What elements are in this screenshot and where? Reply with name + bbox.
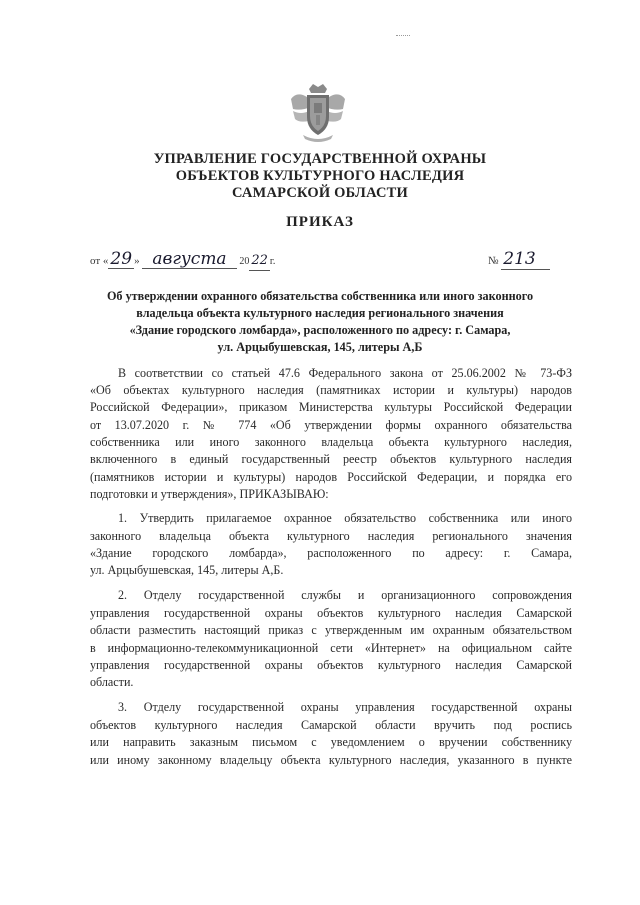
org-name-line-2: ОБЪЕКТОВ КУЛЬТУРНОГО НАСЛЕДИЯ <box>175 168 465 184</box>
body-line: объектов культурного наследия Самарской области вручить под роспись <box>90 718 572 732</box>
body-line: или направить заказным письмом с уведомлением о вручении собственнику <box>90 735 572 749</box>
scan-mark <box>396 35 410 39</box>
body-line: 3. Отделу государственной охраны управления государственной охраны <box>118 700 572 714</box>
body-line: 2. Отделу государственной службы и организационного сопровождения <box>118 588 572 602</box>
body-line: ул. Арцыбушевская, 145, литеры А,Б. <box>90 563 284 577</box>
body-line: включенного в единый государственный реестр объектов культурного наследия <box>90 452 572 466</box>
date-quote-close: » <box>134 255 140 267</box>
date-year: 22 <box>249 252 270 271</box>
body-line: В соответствии со статьей 47.6 Федерального закона от 25.06.2002 № 73-ФЗ <box>118 366 572 380</box>
body-line: от 13.07.2020 г. № 774 «Об утверждении формы охранного обязательства <box>90 418 572 432</box>
body-line: «Об объектах культурного наследия (памятниках истории и культуры) народов <box>90 383 572 397</box>
date-day: 29 <box>110 249 133 269</box>
org-name-line-1: УПРАВЛЕНИЕ ГОСУДАРСТВЕННОЙ ОХРАНЫ <box>153 151 487 167</box>
body-line: подготовки и утверждения», ПРИКАЗЫВАЮ: <box>90 487 329 501</box>
title-line-3: «Здание городского ломбарда», расположенного по адресу: г. Самара, <box>129 323 511 337</box>
body-line: собственника или иного законного владельца объекта культурного наследия, <box>90 435 572 449</box>
body-line: законного владельца объекта культурного наследия регионального значения <box>90 529 572 543</box>
org-name-line-3: САМАРСКОЙ ОБЛАСТИ <box>231 185 409 201</box>
document-type: ПРИКАЗ <box>286 214 354 230</box>
date-prefix: от « <box>90 255 109 267</box>
title-line-4: ул. Арцыбушевская, 145, литеры А,Б <box>217 340 423 354</box>
body-line: управления государственной охраны объектов культурного наследия Самарской <box>90 658 572 672</box>
title-line-2: владельца объекта культурного наследия регионального значения <box>136 306 504 320</box>
number-value: 213 <box>501 249 549 270</box>
body-line: области. <box>90 675 134 689</box>
order-date <box>90 250 275 272</box>
order-number <box>488 250 550 272</box>
body-line: области разместить настоящий приказ с утвержденным им охранным обязательством <box>90 623 572 637</box>
body-line: управления государственной охраны объектов культурного наследия Самарской <box>90 606 572 620</box>
coat-of-arms-icon <box>287 81 349 143</box>
body-line: «Здание городского ломбарда», расположенного по адресу: г. Самара, <box>90 546 572 560</box>
body-line: Российской Федерации», приказом Министерства культуры Российской Федерации <box>90 400 572 414</box>
title-line-1: Об утверждении охранного обязательства собственника или иного законного <box>106 289 534 303</box>
date-year-prefix: 20 <box>239 256 250 267</box>
date-year-suffix: г. <box>269 256 276 267</box>
body-line: (памятников истории и культуры) народов Российской Федерации, и порядка его <box>90 470 572 484</box>
body-line: или иному законному владельцу объекта культурного наследия, указанного в пункте <box>90 753 572 767</box>
body-line: 1. Утвердить прилагаемое охранное обязательство собственника или иного <box>118 511 572 525</box>
body-line: в информационно-телекоммуникационной сети «Интернет» на официальном сайте <box>90 641 572 655</box>
number-prefix: № <box>488 255 499 267</box>
date-month: августа <box>142 250 236 269</box>
